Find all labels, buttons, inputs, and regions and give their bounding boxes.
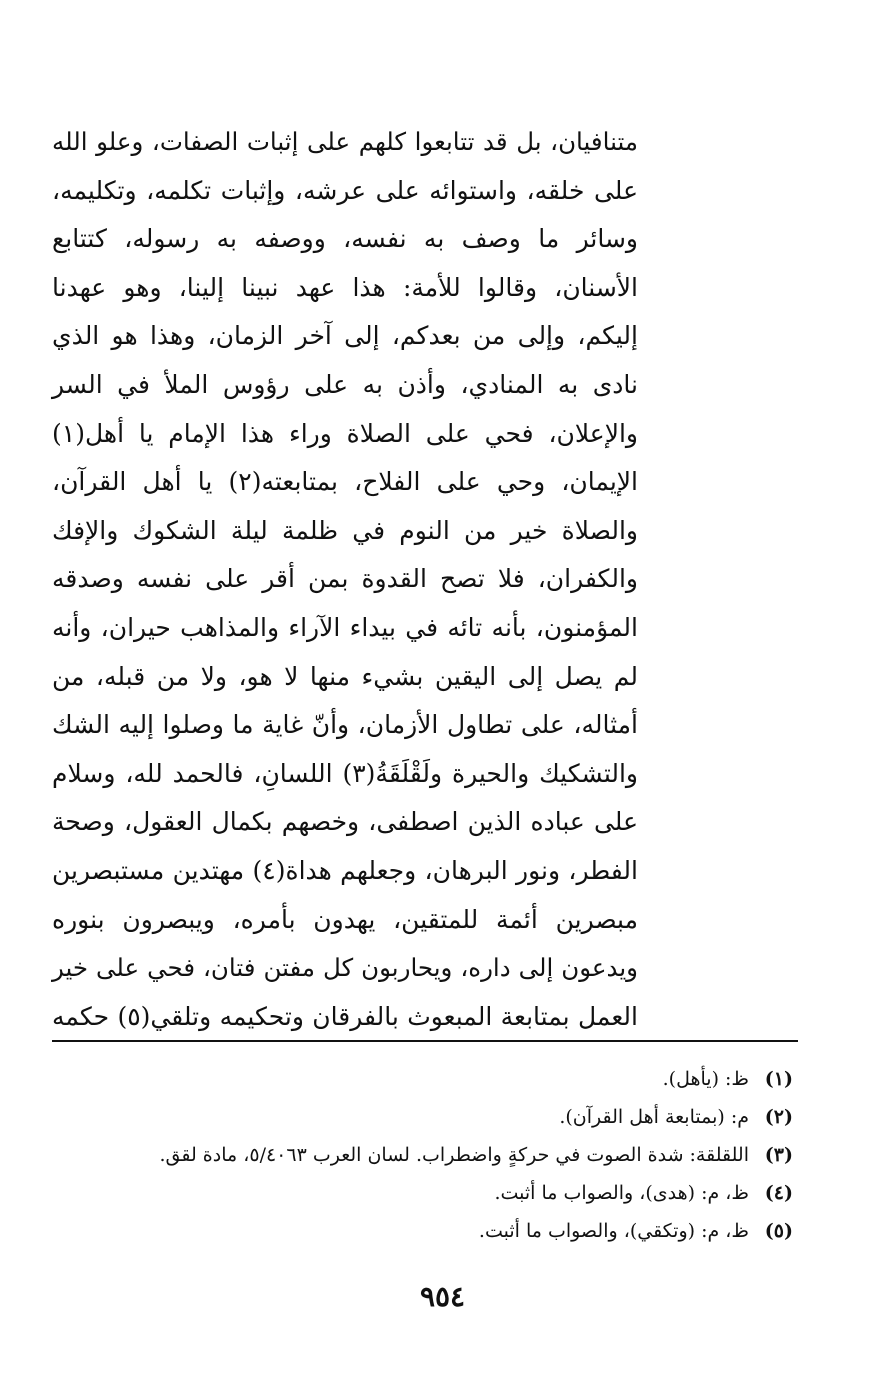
- text-line-12: لم يصل إلى اليقين بشيء منها لا هو، ولا من قبله، من: [52, 661, 638, 691]
- text-line-14: والتشكيك والحيرة ولَقْلَقَةُ(٣) اللسانِ، فالحمد لله، وسلام: [52, 758, 638, 788]
- footnote-text: ظ، م: (هدى)، والصواب ما أثبت.: [494, 1182, 749, 1204]
- footnote-number: (١): [764, 1068, 793, 1090]
- text-line-18: ويدعون إلى داره، ويحاربون كل مفتن فتان، فحي على خير: [52, 953, 638, 983]
- text-line-13: أمثاله، على تطاول الأزمان، وأنّ غاية ما وصلوا إليه الشك: [52, 710, 638, 740]
- text-line-6: نادى به المنادي، وأذن به على رؤوس الملأ في السر: [52, 369, 638, 399]
- footnote-5: [73, 1212, 793, 1250]
- footnote-text: م: (بمتابعة أهل القرآن).: [559, 1106, 749, 1128]
- text-line-15: على عباده الذين اصطفى، وخصهم بكمال العقول، وصحة: [52, 807, 638, 837]
- text-line-3: وسائر ما وصف به نفسه، ووصفه به رسوله، كتتابع: [52, 224, 638, 254]
- text-line-5: إليكم، وإلى من بعدكم، إلى آخر الزمان، وهذا هو الذي: [52, 321, 638, 351]
- main-text-block: [52, 118, 638, 1041]
- footnote-4: [73, 1174, 793, 1212]
- text-line-9: والصلاة خير من النوم في ظلمة ليلة الشكوك والإفك: [52, 515, 638, 545]
- text-line-7: والإعلان، فحي على الصلاة وراء هذا الإمام يا أهل(١): [52, 418, 638, 448]
- text-line-2: على خلقه، واستوائه على عرشه، وإثبات تكلمه، وتكليمه،: [52, 175, 638, 205]
- footnote-number: (٥): [764, 1220, 793, 1242]
- footnote-text: اللقلقة: شدة الصوت في حركةٍ واضطراب. لسان العرب ٥/٤٠٦٣، مادة لقق.: [159, 1144, 749, 1166]
- footnote-divider: [52, 1040, 798, 1042]
- footnote-number: (٢): [764, 1106, 793, 1128]
- text-line-19: العمل بمتابعة المبعوث بالفرقان وتحكيمه وتلقي(٥) حكمه: [52, 1001, 638, 1031]
- text-line-4: الأسنان، وقالوا للأمة: هذا عهد نبينا إلينا، وهو عهدنا: [52, 272, 638, 302]
- text-line-11: المؤمنون، بأنه تائه في بيداء الآراء والمذاهب حيران، وأنه: [52, 612, 638, 642]
- text-line-10: والكفران، فلا تصح القدوة بمن أقر على نفسه وصدقه: [52, 564, 638, 594]
- footnote-text: ظ: (يأهل).: [662, 1068, 749, 1090]
- footnote-1: [73, 1060, 793, 1098]
- footnotes: [73, 1060, 793, 1250]
- page-number: ٩٥٤: [419, 1280, 466, 1313]
- footnote-2: [73, 1098, 793, 1136]
- footnote-text: ظ، م: (وتكقي)، والصواب ما أثبت.: [478, 1220, 749, 1242]
- text-line-1: متنافيان، بل قد تتابعوا كلهم على إثبات الصفات، وعلو الله: [52, 127, 638, 156]
- footnote-3: [73, 1136, 793, 1174]
- footnote-number: (٤): [764, 1182, 793, 1204]
- text-line-17: مبصرين أئمة للمتقين، يهدون بأمره، ويبصرون بنوره: [52, 904, 638, 934]
- text-line-8: الإيمان، وحي على الفلاح، بمتابعته(٢) يا أهل القرآن،: [52, 467, 639, 497]
- footnote-number: (٣): [764, 1144, 793, 1166]
- text-line-16: الفطر، ونور البرهان، وجعلهم هداة(٤) مهتدين مستبصرين: [52, 855, 638, 885]
